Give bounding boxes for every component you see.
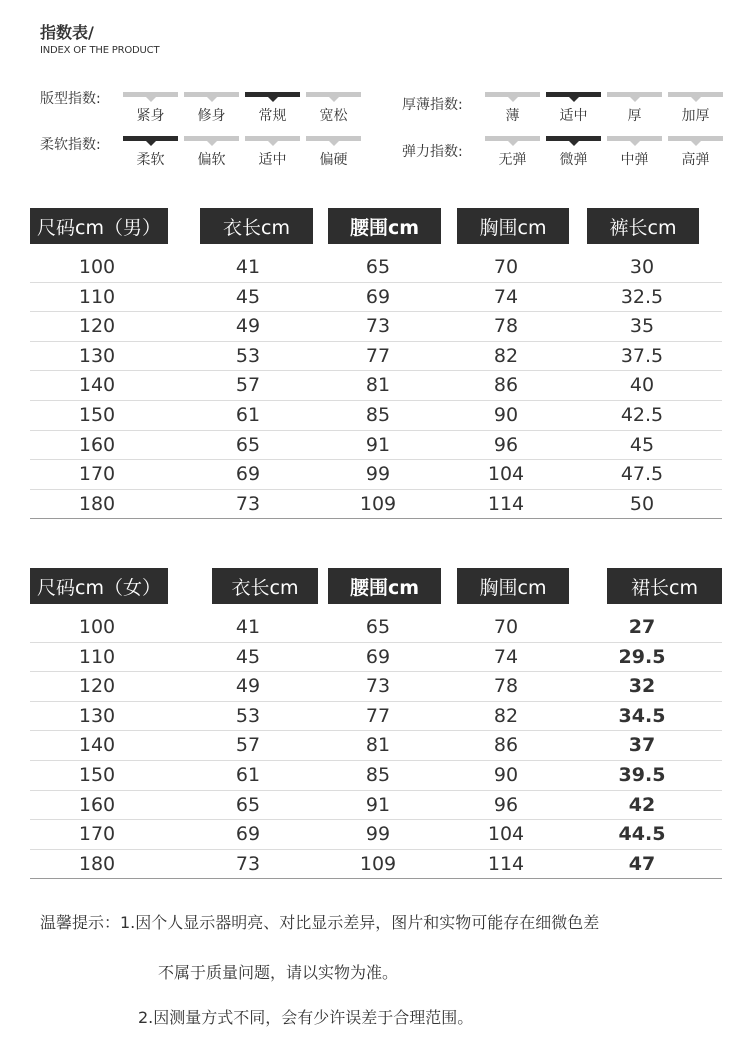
table-cell: 39.5	[618, 763, 666, 786]
table-cell: 91	[365, 793, 391, 816]
table-cell: 160	[78, 433, 116, 456]
table-cell: 86	[493, 734, 519, 757]
table-cell: 109	[359, 852, 397, 875]
header-length: 衣长cm	[200, 208, 313, 244]
table-cell: 45	[235, 285, 261, 308]
index-pointer	[630, 141, 640, 146]
table-cell: 77	[365, 704, 391, 727]
table-cell: 42	[628, 793, 656, 816]
table-row	[30, 731, 722, 761]
table-cell: 45	[629, 433, 655, 456]
table-cell: 69	[365, 645, 391, 668]
table-row	[30, 850, 722, 880]
table-cell: 130	[78, 704, 116, 727]
table-cell: 77	[365, 344, 391, 367]
table-cell: 65	[365, 256, 391, 278]
index-pointer	[691, 97, 701, 102]
index-group-elasticity	[485, 136, 729, 176]
table-cell: 160	[78, 793, 116, 816]
index-option	[306, 92, 367, 132]
table-cell: 37.5	[620, 344, 664, 367]
index-option-label: 柔软	[136, 152, 165, 168]
header-chest: 胸围cm	[457, 208, 569, 244]
table-cell: 170	[78, 463, 116, 486]
index-option	[668, 92, 729, 132]
table-cell: 150	[78, 763, 116, 786]
table-cell: 74	[493, 285, 519, 308]
header-size: 尺码cm（男）	[30, 208, 168, 244]
men-size-table	[30, 208, 722, 519]
table-cell: 130	[78, 344, 116, 367]
index-option-label: 无弹	[498, 152, 527, 168]
table-row	[30, 613, 722, 643]
table-cell: 44.5	[618, 823, 666, 846]
table-cell: 82	[493, 704, 519, 727]
table-cell: 49	[235, 675, 261, 698]
index-option	[546, 136, 607, 176]
table-cell: 73	[365, 315, 391, 338]
table-cell: 110	[78, 645, 116, 668]
index-pointer	[691, 141, 701, 146]
index-option-label: 紧身	[136, 108, 165, 124]
table-row	[30, 460, 722, 490]
women-size-table	[30, 568, 722, 879]
table-row	[30, 401, 722, 431]
table-row	[30, 702, 722, 732]
table-cell: 41	[235, 256, 261, 278]
table-cell: 27	[628, 616, 656, 638]
table-cell: 150	[78, 403, 116, 426]
table-cell: 40	[629, 374, 655, 397]
table-cell: 35	[629, 315, 655, 338]
index-option-label: 常规	[258, 108, 287, 124]
table-cell: 65	[235, 793, 261, 816]
table-cell: 49	[235, 315, 261, 338]
men-table-header	[30, 208, 722, 244]
table-row	[30, 490, 722, 520]
index-option	[607, 136, 668, 176]
page-title-en: INDEX OF THE PRODUCT	[40, 45, 160, 56]
women-table-header	[30, 568, 722, 604]
table-row	[30, 761, 722, 791]
table-cell: 140	[78, 374, 116, 397]
table-cell: 90	[493, 403, 519, 426]
table-cell: 69	[365, 285, 391, 308]
index-pointer	[329, 97, 339, 102]
table-cell: 69	[235, 823, 261, 846]
index-pointer	[207, 97, 217, 102]
index-option	[607, 92, 668, 132]
table-cell: 30	[629, 256, 655, 278]
page-title-cn: 指数表/	[40, 23, 94, 42]
index-group-softness	[123, 136, 367, 176]
header-skirt-length: 裙长cm	[607, 568, 722, 604]
index-option	[546, 92, 607, 132]
table-cell: 140	[78, 734, 116, 757]
index-option	[123, 92, 184, 132]
table-cell: 104	[487, 463, 525, 486]
index-option-label: 适中	[258, 152, 287, 168]
index-pointer	[569, 141, 579, 146]
table-cell: 114	[487, 852, 525, 875]
index-pointer	[146, 141, 156, 146]
table-row	[30, 643, 722, 673]
index-option-label: 宽松	[319, 108, 348, 124]
table-cell: 85	[365, 763, 391, 786]
table-cell: 74	[493, 645, 519, 668]
index-pointer	[268, 97, 278, 102]
index-option-label: 中弹	[620, 152, 649, 168]
index-label-fit: 版型指数:	[40, 91, 101, 107]
header-chest: 胸围cm	[457, 568, 569, 604]
table-cell: 53	[235, 344, 261, 367]
table-row	[30, 820, 722, 850]
table-cell: 104	[487, 823, 525, 846]
header-waist: 腰围cm	[328, 568, 441, 604]
table-cell: 180	[78, 852, 116, 875]
index-pointer	[146, 97, 156, 102]
table-row	[30, 431, 722, 461]
table-row	[30, 672, 722, 702]
table-cell: 42.5	[620, 403, 664, 426]
table-cell: 57	[235, 734, 261, 757]
index-option	[306, 136, 367, 176]
table-cell: 180	[78, 492, 116, 515]
table-cell: 110	[78, 285, 116, 308]
table-cell: 120	[78, 315, 116, 338]
table-cell: 86	[493, 374, 519, 397]
table-cell: 50	[629, 492, 655, 515]
index-option-label: 偏硬	[319, 152, 348, 168]
table-cell: 45	[235, 645, 261, 668]
table-cell: 96	[493, 433, 519, 456]
table-cell: 41	[235, 616, 261, 638]
table-cell: 100	[78, 616, 116, 638]
table-row	[30, 791, 722, 821]
table-cell: 91	[365, 433, 391, 456]
index-option-label: 偏软	[197, 152, 226, 168]
index-pointer	[569, 97, 579, 102]
table-cell: 29.5	[618, 645, 666, 668]
index-pointer	[207, 141, 217, 146]
index-option	[123, 136, 184, 176]
index-option	[668, 136, 729, 176]
index-option	[245, 136, 306, 176]
table-cell: 65	[235, 433, 261, 456]
table-cell: 47.5	[620, 463, 664, 486]
table-cell: 99	[365, 823, 391, 846]
table-cell: 114	[487, 492, 525, 515]
table-cell: 32	[628, 675, 656, 698]
table-cell: 99	[365, 463, 391, 486]
table-cell: 57	[235, 374, 261, 397]
index-pointer	[329, 141, 339, 146]
table-cell: 61	[235, 403, 261, 426]
women-table-body	[30, 613, 722, 879]
table-cell: 32.5	[620, 285, 664, 308]
table-cell: 81	[365, 734, 391, 757]
index-pointer	[508, 141, 518, 146]
table-cell: 70	[493, 616, 519, 638]
index-group-thickness	[485, 92, 729, 132]
table-cell: 170	[78, 823, 116, 846]
index-pointer	[508, 97, 518, 102]
table-cell: 65	[365, 616, 391, 638]
index-option-label: 微弹	[559, 152, 588, 168]
index-option-label: 适中	[559, 108, 588, 124]
men-table-body	[30, 253, 722, 519]
table-cell: 109	[359, 492, 397, 515]
index-label-softness: 柔软指数:	[40, 137, 101, 153]
table-cell: 47	[628, 852, 656, 875]
table-cell: 73	[365, 675, 391, 698]
table-row	[30, 342, 722, 372]
index-option	[184, 136, 245, 176]
table-cell: 61	[235, 763, 261, 786]
table-row	[30, 283, 722, 313]
index-option-label: 加厚	[681, 108, 710, 124]
table-cell: 85	[365, 403, 391, 426]
index-option-label: 高弹	[681, 152, 710, 168]
index-pointer	[268, 141, 278, 146]
note-line-1: 温馨提示：1.因个人显示器明亮、对比显示差异，图片和实物可能存在细微色差	[40, 913, 600, 932]
index-label-thickness: 厚薄指数:	[402, 97, 463, 113]
table-cell: 90	[493, 763, 519, 786]
index-option	[245, 92, 306, 132]
table-cell: 73	[235, 492, 261, 515]
table-cell: 73	[235, 852, 261, 875]
index-option	[485, 136, 546, 176]
header-waist: 腰围cm	[328, 208, 441, 244]
table-cell: 82	[493, 344, 519, 367]
table-cell: 70	[493, 256, 519, 278]
index-option	[184, 92, 245, 132]
table-cell: 78	[493, 315, 519, 338]
index-option	[485, 92, 546, 132]
table-cell: 69	[235, 463, 261, 486]
header-length: 衣长cm	[212, 568, 318, 604]
note-line-2: 不属于质量问题，请以实物为准。	[158, 963, 399, 982]
header-pants-length: 裤长cm	[587, 208, 699, 244]
index-label-elasticity: 弹力指数:	[402, 144, 463, 160]
index-option-label: 薄	[505, 108, 520, 124]
table-cell: 78	[493, 675, 519, 698]
header-size: 尺码cm（女）	[30, 568, 168, 604]
table-cell: 96	[493, 793, 519, 816]
table-cell: 53	[235, 704, 261, 727]
table-row	[30, 253, 722, 283]
index-option-label: 修身	[197, 108, 226, 124]
table-cell: 120	[78, 675, 116, 698]
table-cell: 34.5	[618, 704, 666, 727]
index-group-fit	[123, 92, 367, 132]
table-cell: 81	[365, 374, 391, 397]
table-cell: 37	[628, 734, 656, 757]
index-option-label: 厚	[627, 108, 642, 124]
table-row	[30, 312, 722, 342]
index-pointer	[630, 97, 640, 102]
table-row	[30, 371, 722, 401]
table-cell: 100	[78, 256, 116, 278]
note-line-3: 2.因测量方式不同，会有少许误差于合理范围。	[138, 1008, 474, 1027]
